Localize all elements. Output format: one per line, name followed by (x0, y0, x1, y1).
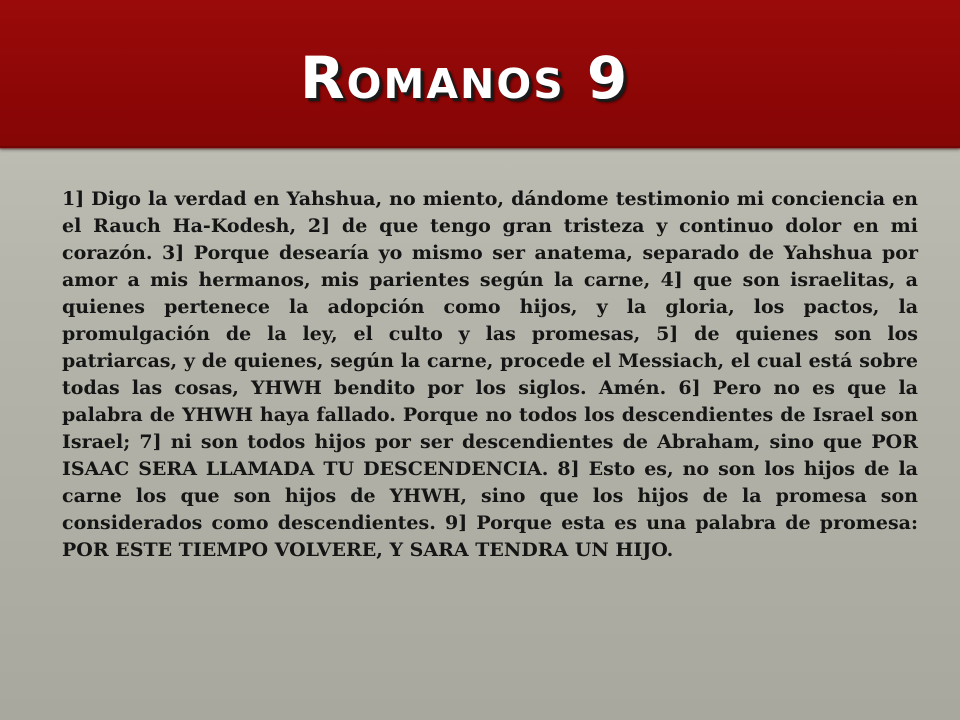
slide-body-text: 1] Digo la verdad en Yahshua, no miento, dándome testimonio mi conciencia en el Rauch Ha-Kodesh, 2] de que tengo gran tristeza y continuo dolor en mi corazón. 3] Porque desearía yo mismo ser anatema, separado de Yahshua por amor a mis hermanos, mis parientes según la carne, 4] que son israelitas, a quienes pertenece la adopción como hijos, y la gloria, los pactos, la promulgación de la ley, el culto y las promesas, 5] de quienes son los patriarcas, y de quienes, según la carne, procede el Messiach, el cual está sobre todas las cosas, YHWH bendito por los siglos. Amén. 6] Pero no es que la palabra de YHWH haya fallado. Porque no todos los descendientes de Israel son Israel; 7] ni son todos hijos por ser descendientes de Abraham, sino que POR ISAAC SERA LLAMADA TU DESCENDENCIA. 8] Esto es, no son los hijos de la carne los que son hijos de YHWH, sino que los hijos de la promesa son considerados como descendientes. 9] Porque esta es una palabra de promesa: POR ESTE TIEMPO VOLVERE, Y SARA TENDRA UN HIJO. (62, 188, 918, 561)
banner-shadow (0, 146, 960, 150)
slide-title: Romanos 9 (300, 44, 630, 112)
